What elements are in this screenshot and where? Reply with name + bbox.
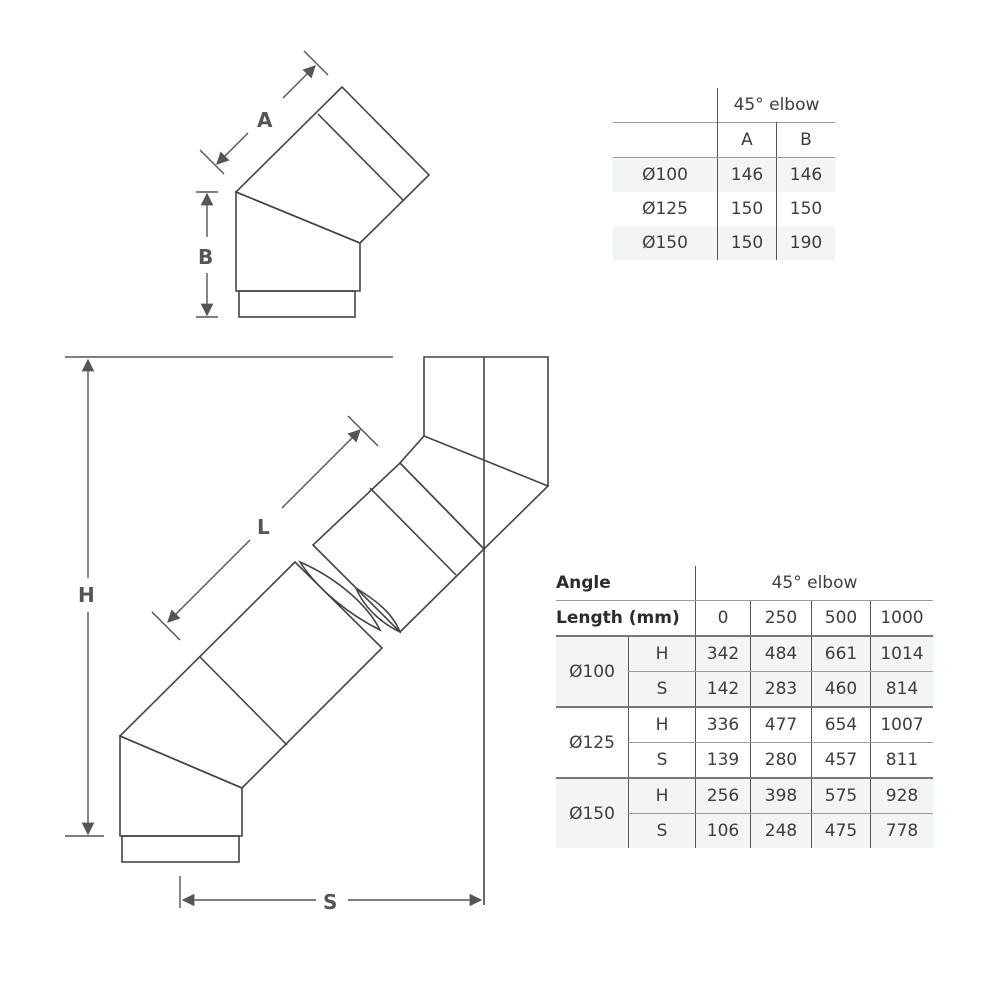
- lower-pipe: [120, 562, 382, 788]
- value-cell: 928: [871, 778, 934, 814]
- elbow-dimensions: [196, 51, 328, 317]
- value-cell: 342: [696, 636, 751, 672]
- diameter-cell: Ø100: [556, 636, 629, 707]
- value-cell: 811: [871, 743, 934, 779]
- diameter-cell: Ø100: [613, 158, 718, 193]
- diameter-cell: Ø125: [556, 707, 629, 778]
- label-s: S: [323, 890, 338, 914]
- label-h: H: [78, 583, 95, 607]
- length-header: 500: [812, 601, 871, 637]
- angle-value: 45° elbow: [696, 566, 934, 601]
- label-b: B: [198, 245, 214, 269]
- value-cell: 256: [696, 778, 751, 814]
- value-cell: 139: [696, 743, 751, 779]
- assembly-dimensions: [65, 357, 481, 908]
- value-cell: 248: [751, 814, 812, 849]
- value-cell: 1007: [871, 707, 934, 743]
- value-cell: 146: [777, 158, 836, 193]
- table-row: [613, 192, 835, 226]
- table-row: [613, 158, 835, 193]
- length-header: 1000: [871, 601, 934, 637]
- value-cell: 336: [696, 707, 751, 743]
- value-cell: 146: [718, 158, 777, 193]
- value-cell: 1014: [871, 636, 934, 672]
- length-dimension-table: [556, 566, 933, 848]
- value-cell: 280: [751, 743, 812, 779]
- value-cell: 475: [812, 814, 871, 849]
- value-cell: 778: [871, 814, 934, 849]
- length-header: 0: [696, 601, 751, 637]
- value-cell: 477: [751, 707, 812, 743]
- value-cell: 190: [777, 226, 836, 260]
- diameter-cell: Ø150: [613, 226, 718, 260]
- lower-elbow: [120, 736, 242, 836]
- value-cell: 814: [871, 672, 934, 708]
- col-a-header: A: [718, 123, 777, 158]
- value-cell: 661: [812, 636, 871, 672]
- value-cell: 150: [718, 192, 777, 226]
- table-row: [613, 226, 835, 260]
- dim-cell: H: [629, 707, 696, 743]
- upper-pipe: [313, 463, 484, 632]
- value-cell: 142: [696, 672, 751, 708]
- dim-cell: H: [629, 636, 696, 672]
- table-row: [556, 707, 933, 743]
- value-cell: 283: [751, 672, 812, 708]
- label-a: A: [257, 108, 273, 132]
- dim-cell: S: [629, 814, 696, 849]
- diameter-cell: Ø125: [642, 199, 688, 219]
- elbow-dimension-table: [613, 88, 835, 260]
- elbow-table-title: 45° elbow: [718, 88, 836, 123]
- table-row: [556, 636, 933, 672]
- value-cell: 575: [812, 778, 871, 814]
- diameter-cell: Ø150: [556, 778, 629, 848]
- upper-elbow: [400, 436, 548, 549]
- value-cell: 457: [812, 743, 871, 779]
- label-l: L: [257, 515, 270, 539]
- value-cell: 398: [751, 778, 812, 814]
- assembly-drawing: [120, 357, 548, 905]
- length-label: Length (mm): [556, 601, 696, 637]
- value-cell: 460: [812, 672, 871, 708]
- dim-cell: H: [629, 778, 696, 814]
- top-pipe: [424, 357, 548, 486]
- elbow-collar: [239, 291, 355, 317]
- value-cell: 150: [777, 192, 836, 226]
- value-cell: 106: [696, 814, 751, 849]
- dim-cell: S: [629, 743, 696, 779]
- col-b-header: B: [777, 123, 836, 158]
- angle-label: Angle: [556, 566, 696, 601]
- length-header: 250: [751, 601, 812, 637]
- elbow-lower-section: [236, 192, 360, 291]
- value-cell: 654: [812, 707, 871, 743]
- table-row: [556, 778, 933, 814]
- dim-cell: S: [629, 672, 696, 708]
- value-cell: 484: [751, 636, 812, 672]
- value-cell: 150: [718, 226, 777, 260]
- bottom-collar: [122, 836, 239, 862]
